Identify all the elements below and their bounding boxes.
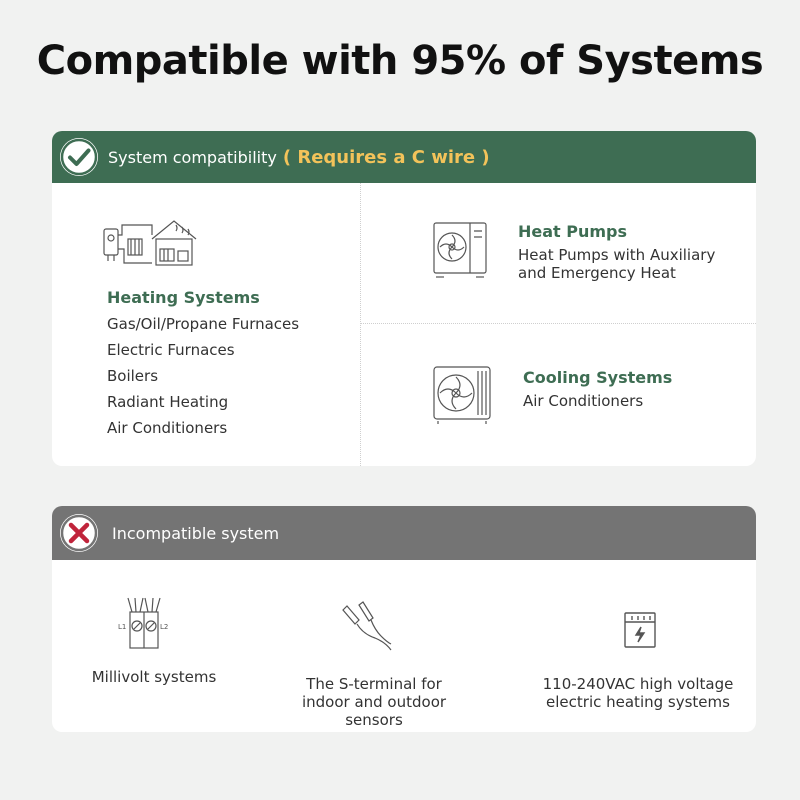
house-boiler-icon <box>100 217 200 269</box>
item-line: indoor and outdoor <box>301 693 447 711</box>
list-item: Radiant Heating <box>107 393 229 411</box>
x-badge <box>60 514 98 552</box>
list-item: Boilers <box>107 367 159 385</box>
incompatible-header-label: Incompatible system <box>112 523 280 543</box>
item-line: sensors <box>345 711 403 729</box>
list-item: Air Conditioners <box>523 392 644 410</box>
air-conditioner-unit-icon <box>430 363 494 425</box>
incompatible-header <box>52 506 756 560</box>
wire-connector-icon <box>341 598 393 652</box>
incompatible-item-s-terminal <box>284 675 464 729</box>
compatible-header-label: System compatibility <box>108 147 277 167</box>
cooling-list <box>523 391 643 411</box>
item-line: Millivolt systems <box>91 668 217 686</box>
heating-heading: Heating Systems <box>107 288 260 307</box>
check-icon <box>60 138 98 176</box>
compatible-body <box>52 183 756 466</box>
list-item: Electric Furnaces <box>107 341 235 359</box>
heat-pump-unit-icon <box>432 221 488 281</box>
vertical-divider <box>360 183 361 466</box>
incompatible-item-high-voltage <box>538 675 738 711</box>
millivolt-terminal-icon <box>116 596 172 650</box>
close-icon <box>60 514 98 552</box>
list-item: Air Conditioners <box>107 419 228 437</box>
incompatible-body <box>52 560 756 732</box>
incompatible-item-millivolt <box>74 668 234 686</box>
desc-line: and Emergency Heat <box>518 264 676 282</box>
horizontal-divider <box>361 323 756 324</box>
cooling-heading: Cooling Systems <box>523 368 673 387</box>
compatible-card <box>52 131 756 466</box>
list-item: Gas/Oil/Propane Furnaces <box>107 315 300 333</box>
item-line: The S-terminal for <box>306 675 442 693</box>
heating-list <box>107 311 299 441</box>
desc-line: Heat Pumps with Auxiliary <box>518 246 716 264</box>
item-line: electric heating systems <box>546 693 730 711</box>
item-line: 110-240VAC high voltage <box>542 675 734 693</box>
svg-text:L1: L1 <box>118 623 127 631</box>
page-title: Compatible with 95% of Systems <box>36 38 764 84</box>
electric-heater-icon <box>622 610 658 650</box>
c-wire-note: ( Requires a C wire ) <box>282 146 490 168</box>
svg-text:L2: L2 <box>160 623 169 631</box>
compatible-header <box>52 131 756 183</box>
heat-pumps-heading: Heat Pumps <box>518 222 628 241</box>
heat-pumps-desc <box>518 246 715 282</box>
incompatible-card <box>52 506 756 732</box>
check-badge <box>60 138 98 176</box>
